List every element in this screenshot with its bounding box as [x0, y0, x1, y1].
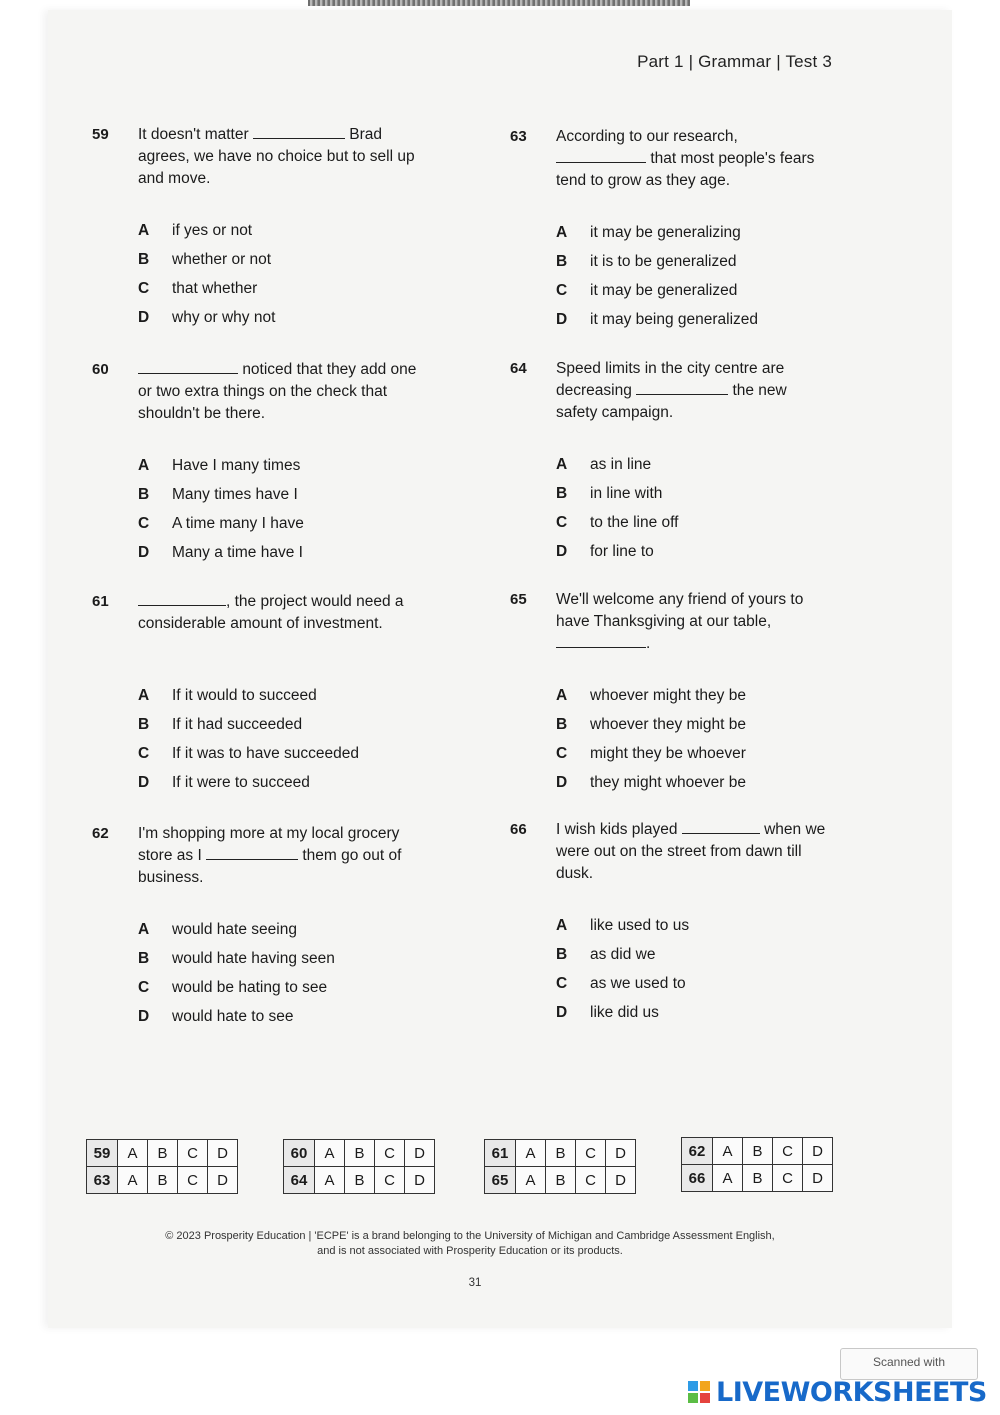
page-header: Part 1 | Grammar | Test 3 [637, 52, 832, 71]
question-59 [92, 124, 422, 336]
option-a[interactable]: A it may be generalizing [556, 224, 741, 241]
question-stem: We'll welcome any friend of yours to have Thanksgiving at our table, . [556, 591, 804, 652]
grid-choice-d[interactable]: D [803, 1138, 833, 1165]
option-d[interactable]: D Many a time have I [138, 544, 303, 561]
grid-choice-b[interactable]: B [546, 1140, 576, 1167]
option-c[interactable]: C A time many I have [138, 515, 304, 532]
answer-blank[interactable] [556, 633, 646, 648]
grid-choice-c[interactable]: C [178, 1140, 208, 1167]
grid-choice-a[interactable]: A [315, 1140, 345, 1167]
question-stem: I wish kids played when we were out on the street from dawn till dusk. [556, 821, 826, 882]
question-number: 63 [510, 128, 527, 145]
grid-choice-d[interactable]: D [208, 1140, 238, 1167]
question-stem: , the project would need a considerable amount of investment. [138, 593, 404, 632]
option-b[interactable]: B Many times have I [138, 486, 298, 503]
grid-choice-c[interactable]: C [773, 1165, 803, 1192]
scan-artifact-strip [308, 0, 690, 6]
grid-choice-c[interactable]: C [576, 1140, 606, 1167]
grid-question-number: 64 [284, 1167, 315, 1194]
option-b[interactable]: B in line with [556, 485, 663, 502]
liveworksheets-icon [688, 1381, 710, 1403]
option-d[interactable]: D why or why not [138, 309, 276, 326]
liveworksheets-logo[interactable] [688, 1376, 987, 1408]
options-list [556, 685, 830, 801]
option-b[interactable]: B whether or not [138, 251, 272, 268]
grid-question-number: 63 [87, 1167, 118, 1194]
question-stem: Speed limits in the city centre are decreasing the new safety campaign. [556, 360, 787, 421]
options-list [138, 455, 422, 571]
grid-choice-a[interactable]: A [315, 1167, 345, 1194]
question-62 [92, 823, 422, 1035]
grid-question-number: 66 [682, 1165, 713, 1192]
option-a[interactable]: A like used to us [556, 917, 690, 934]
answer-grid-62-66 [681, 1137, 833, 1192]
question-number: 62 [92, 825, 109, 842]
question-stem: I'm shopping more at my local grocery store as I them go out of business. [138, 825, 402, 886]
grid-choice-d[interactable]: D [606, 1140, 636, 1167]
answer-blank[interactable] [636, 380, 728, 395]
option-b[interactable]: B whoever they might be [556, 716, 746, 733]
grid-choice-c[interactable]: C [773, 1138, 803, 1165]
question-64 [510, 358, 830, 570]
grid-row [682, 1138, 833, 1165]
grid-choice-d[interactable]: D [208, 1167, 238, 1194]
option-d[interactable]: D would hate to see [138, 1008, 294, 1025]
question-number: 66 [510, 821, 527, 838]
option-b[interactable]: B If it had succeeded [138, 716, 303, 733]
option-d[interactable]: D like did us [556, 1004, 659, 1021]
grid-choice-c[interactable]: C [375, 1167, 405, 1194]
question-65 [510, 589, 830, 801]
option-c[interactable]: C might they be whoever [556, 745, 746, 762]
grid-choice-b[interactable]: B [148, 1140, 178, 1167]
answer-blank[interactable] [253, 124, 345, 139]
grid-choice-b[interactable]: B [148, 1167, 178, 1194]
option-d[interactable]: D for line to [556, 543, 654, 560]
answer-blank[interactable] [138, 359, 238, 374]
grid-choice-c[interactable]: C [375, 1140, 405, 1167]
question-number: 65 [510, 591, 527, 608]
grid-question-number: 61 [485, 1140, 516, 1167]
grid-choice-d[interactable]: D [606, 1167, 636, 1194]
option-c[interactable]: C If it was to have succeeded [138, 745, 359, 762]
grid-choice-a[interactable]: A [713, 1165, 743, 1192]
answer-grid-60-64 [283, 1139, 435, 1194]
scanned-with-badge: Scanned with [840, 1348, 978, 1380]
option-c[interactable]: C to the line off [556, 514, 679, 531]
options-list [556, 454, 830, 570]
grid-question-number: 59 [87, 1140, 118, 1167]
footer-line: and is not associated with Prosperity Education or its products. [317, 1245, 623, 1257]
answer-blank[interactable] [682, 819, 760, 834]
grid-question-number: 65 [485, 1167, 516, 1194]
options-list [556, 222, 830, 338]
grid-choice-b[interactable]: B [345, 1167, 375, 1194]
grid-row [485, 1140, 636, 1167]
option-c[interactable]: C it may be generalized [556, 282, 738, 299]
option-b[interactable]: B it is to be generalized [556, 253, 737, 270]
copyright-footer [100, 1229, 840, 1259]
options-list [138, 685, 422, 801]
option-a[interactable]: A whoever might they be [556, 687, 746, 704]
option-c[interactable]: C as we used to [556, 975, 686, 992]
grid-choice-a[interactable]: A [118, 1167, 148, 1194]
question-66 [510, 819, 830, 1031]
grid-choice-a[interactable]: A [516, 1167, 546, 1194]
options-list [138, 919, 422, 1035]
grid-choice-d[interactable]: D [803, 1165, 833, 1192]
option-d[interactable]: D it may being generalized [556, 311, 759, 328]
answer-blank[interactable] [206, 845, 298, 860]
grid-question-number: 60 [284, 1140, 315, 1167]
option-d[interactable]: D they might whoever be [556, 774, 746, 791]
question-number: 61 [92, 593, 109, 610]
question-number: 60 [92, 361, 109, 378]
option-c[interactable]: C would be hating to see [138, 979, 328, 996]
grid-row [284, 1140, 435, 1167]
option-a[interactable]: A would hate seeing [138, 921, 297, 938]
options-list [138, 220, 422, 336]
grid-choice-b[interactable]: B [546, 1167, 576, 1194]
brand-text: LIVEWORKSHEETS [716, 1376, 987, 1408]
grid-choice-d[interactable]: D [405, 1140, 435, 1167]
question-stem: It doesn't matter Brad agrees, we have no choice but to sell up and move. [138, 126, 415, 187]
option-b[interactable]: B would hate having seen [138, 950, 335, 967]
grid-choice-b[interactable]: B [345, 1140, 375, 1167]
question-61 [92, 591, 422, 801]
grid-choice-b[interactable]: B [743, 1165, 773, 1192]
grid-row [87, 1167, 238, 1194]
grid-choice-d[interactable]: D [405, 1167, 435, 1194]
grid-row [284, 1167, 435, 1194]
option-a[interactable]: A as in line [556, 456, 652, 473]
answer-grid-61-65 [484, 1139, 636, 1194]
option-a[interactable]: A Have I many times [138, 457, 301, 474]
grid-row [682, 1165, 833, 1192]
question-stem: noticed that they add one or two extra things on the check that shouldn't be there. [138, 361, 417, 422]
option-b[interactable]: B as did we [556, 946, 656, 963]
footer-line: © 2023 Prosperity Education | 'ECPE' is a brand belonging to the University of Michigan and Cambridge Assessment English, [165, 1230, 775, 1242]
grid-choice-c[interactable]: C [576, 1167, 606, 1194]
question-stem: According to our research, that most people's fears tend to grow as they age. [556, 128, 815, 189]
grid-choice-a[interactable]: A [713, 1138, 743, 1165]
question-60 [92, 359, 422, 571]
grid-row [87, 1140, 238, 1167]
page-number: 31 [468, 1277, 482, 1289]
grid-choice-a[interactable]: A [516, 1140, 546, 1167]
question-number: 64 [510, 360, 527, 377]
option-c[interactable]: C that whether [138, 280, 258, 297]
answer-blank[interactable] [138, 591, 226, 606]
grid-question-number: 62 [682, 1138, 713, 1165]
answer-blank[interactable] [556, 148, 646, 163]
grid-choice-c[interactable]: C [178, 1167, 208, 1194]
grid-row [485, 1167, 636, 1194]
option-a[interactable]: A If it would to succeed [138, 687, 317, 704]
answer-grid-59-63 [86, 1139, 238, 1194]
grid-choice-b[interactable]: B [743, 1138, 773, 1165]
option-d[interactable]: D If it were to succeed [138, 774, 310, 791]
grid-choice-a[interactable]: A [118, 1140, 148, 1167]
question-number: 59 [92, 126, 109, 143]
options-list [556, 915, 830, 1031]
question-63 [510, 126, 830, 338]
option-a[interactable]: A if yes or not [138, 222, 253, 239]
